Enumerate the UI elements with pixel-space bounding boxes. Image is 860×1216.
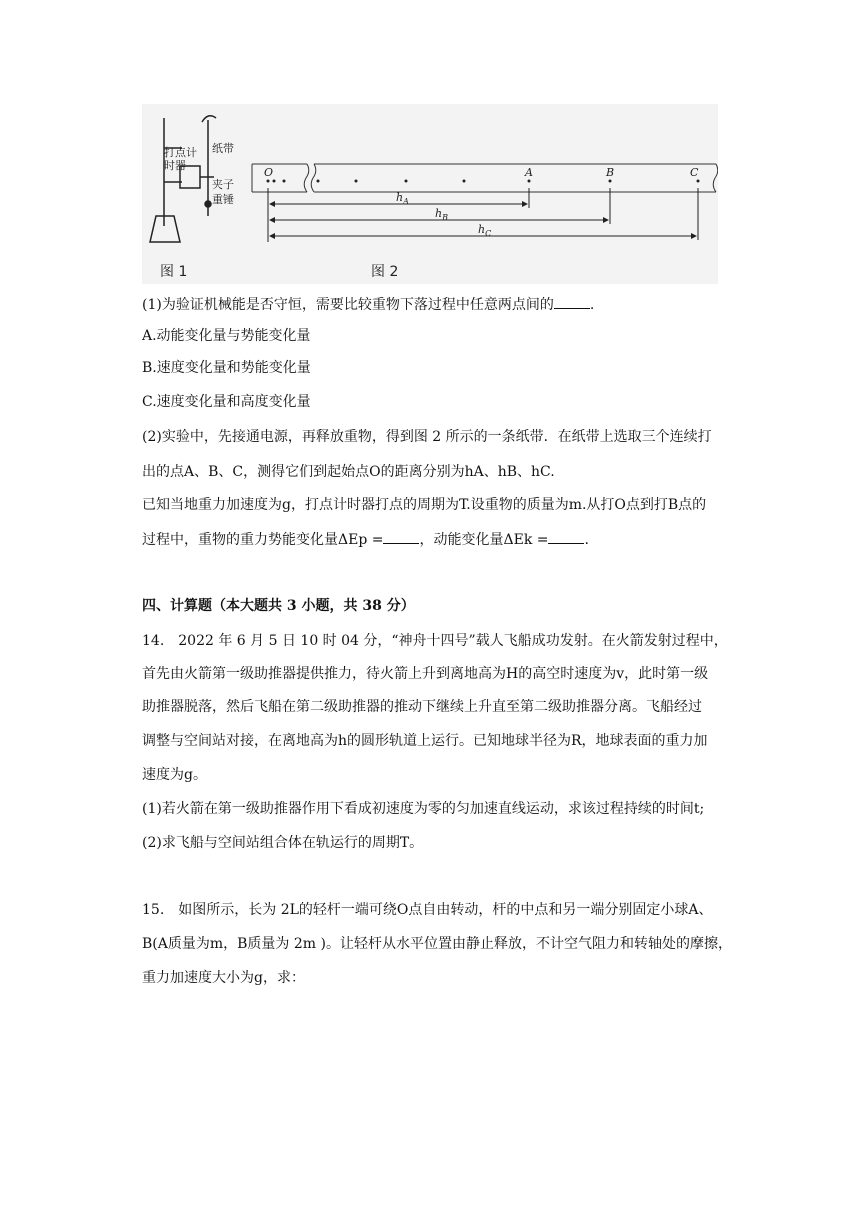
label-tape: 纸带 <box>212 142 234 155</box>
stand-apparatus <box>150 116 216 242</box>
dim-label-ha: $h_A$ <box>396 191 409 206</box>
q13-blank-1[interactable] <box>554 294 590 309</box>
q15-line1: 15. 如图所示，长为 2L的轻杆一端可绕O点自由转动，杆的中点和另一端分别固定小球A、 <box>142 902 713 918</box>
q13-part2-line4c: . <box>584 532 589 548</box>
figure-svg <box>142 104 718 284</box>
q14-line4: 调整与空间站对接，在离地高为h的圆形轨道上运行。已知地球半径为R，地球表面的重力加 <box>142 733 708 749</box>
q13-part2-line2: 出的点A、B、C，测得它们到起始点O的距离分别为hA、hB、hC. <box>142 464 555 480</box>
label-clip: 夹子 <box>212 178 234 191</box>
q13-part2-line4 <box>142 529 589 550</box>
q15-line3: 重力加速度大小为g，求： <box>142 970 305 986</box>
q14-line7: (2)求飞船与空间站组合体在轨运行的周期T。 <box>142 835 424 851</box>
q13-part1 <box>142 294 594 315</box>
label-timer-line2: 时器 <box>164 159 186 172</box>
paper-tape <box>252 164 718 192</box>
dim-label-hb: $h_B$ <box>435 207 448 222</box>
experiment-figure <box>142 104 718 284</box>
section-heading: 四、计算题（本大题共 3 小题，共 38 分） <box>142 598 415 614</box>
q13-part1-text: (1)为验证机械能是否守恒，需要比较重物下落过程中任意两点间的 <box>142 297 554 313</box>
point-label-b: B <box>606 166 615 179</box>
q14-line6: (1)若火箭在第一级助推器作用下看成初速度为零的匀加速直线运动，求该过程持续的时间t; <box>142 801 705 817</box>
point-label-c: C <box>690 166 699 179</box>
dim-label-hc: $h_C$ <box>478 223 492 238</box>
caption-figure-2: 图 2 <box>371 264 399 280</box>
q13-blank-potential[interactable] <box>383 529 419 544</box>
q13-part2-line1: (2)实验中，先接通电源，再释放重物，得到图 2 所示的一条纸带．在纸带上选取三个连续打 <box>142 429 712 445</box>
q13-part2-line3: 已知当地重力加速度为g，打点计时器打点的周期为T.设重物的质量为m.从打O点到打B点的 <box>142 497 707 513</box>
q14-line3: 助推器脱落，然后飞船在第二级助推器的推动下继续上升直至第二级助推器分离。飞船经过 <box>142 699 702 715</box>
q13-blank-kinetic[interactable] <box>548 529 584 544</box>
q15-line2: B(A质量为m，B质量为 2m )。让轻杆从水平位置由静止释放，不计空气阻力和转轴处的摩擦， <box>142 936 732 952</box>
q14-line2: 首先由火箭第一级助推器提供推力，待火箭上升到离地高为H的高空时速度为v，此时第一级 <box>142 666 709 682</box>
q13-option-a: A.动能变化量与势能变化量 <box>142 328 311 344</box>
q13-part2-line4a: 过程中，重物的重力势能变化量ΔEp = <box>142 532 384 548</box>
q14-line1: 14. 2022 年 6 月 5 日 10 时 04 分，“神舟十四号”载人飞船成功发射。在火箭发射过程中， <box>142 633 728 649</box>
point-label-o: O <box>264 166 274 179</box>
label-weight: 重锤 <box>212 193 234 206</box>
caption-figure-1: 图 1 <box>160 264 188 280</box>
q14-line5: 速度为g。 <box>142 767 207 783</box>
q13-option-c: C.速度变化量和高度变化量 <box>142 394 311 410</box>
point-label-a: A <box>525 166 533 179</box>
label-timer-line1: 打点计 <box>164 146 197 159</box>
q13-option-b: B.速度变化量和势能变化量 <box>142 360 311 376</box>
tape-dots <box>267 180 700 183</box>
q13-part2-line4b: ，动能变化量ΔEk = <box>419 532 549 548</box>
q13-part1-end: . <box>589 297 595 313</box>
